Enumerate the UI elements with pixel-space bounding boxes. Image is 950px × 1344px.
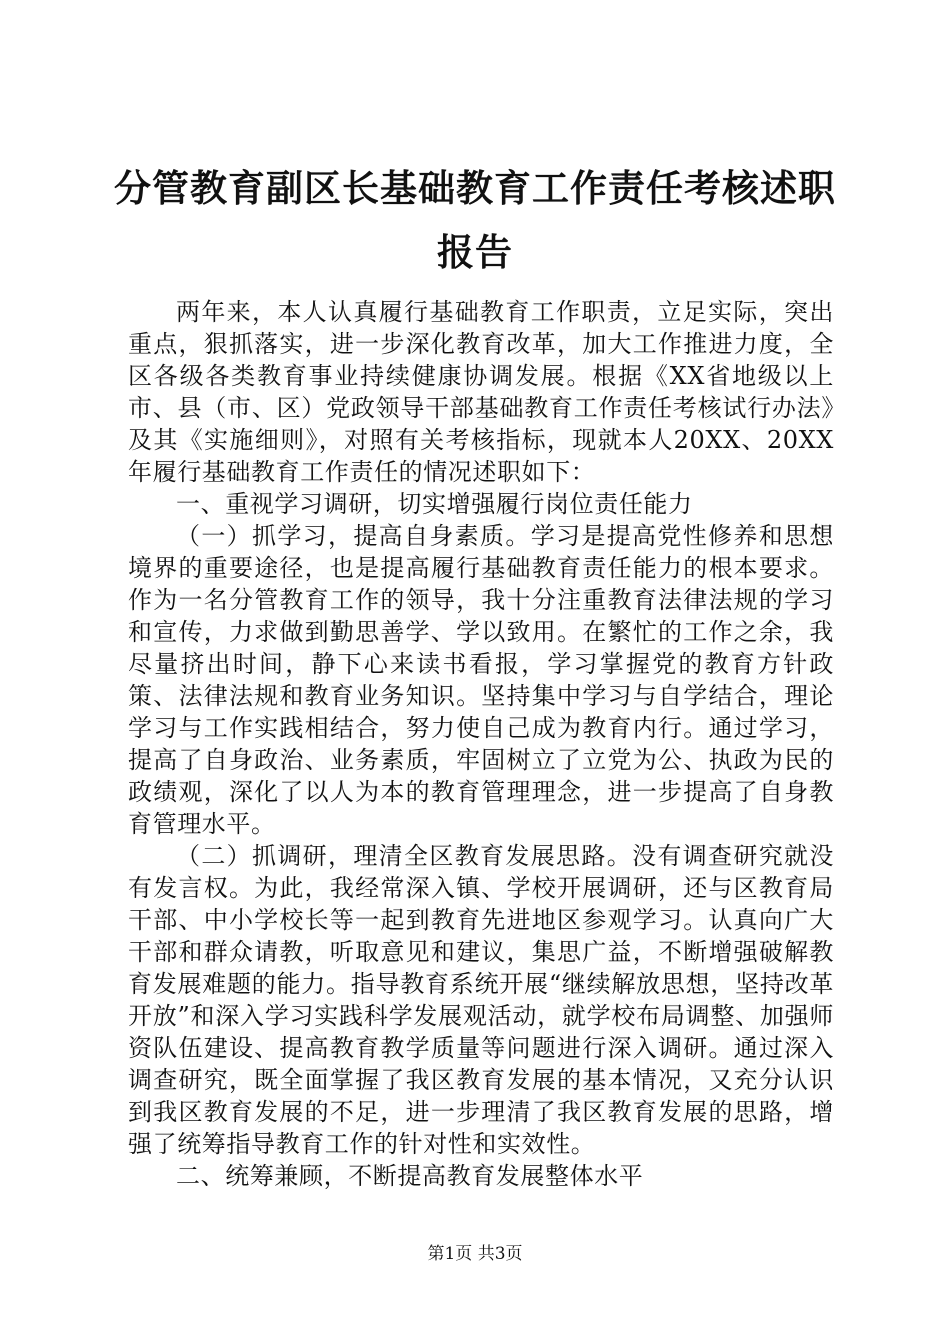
document-body [128, 296, 834, 1192]
intro-paragraph: 两年来，本人认真履行基础教育工作职责，立足实际，突出重点，狠抓落实，进一步深化教育改革，加大工作推进力度，全区各级各类教育事业持续健康协调发展。根据《XX省地级以上市、县（市、区）党政领导干部基础教育工作责任考核试行办法》及其《实施细则》，对照有关考核指标，现就本人20XX、20XX年履行基础教育工作责任的情况述职如下： [128, 298, 834, 486]
subsection-paragraph-2: （二）抓调研，理清全区教育发展思路。没有调查研究就没有发言权。为此，我经常深入镇、学校开展调研，还与区教育局干部、中小学校长等一起到教育先进地区参观学习。认真向广大干部和群众请教，听取意见和建议，集思广益，不断增强破解教育发展难题的能力。指导教育系统开展“继续解放思想，坚持改革开放”和深入学习实践科学发展观活动，就学校布局调整、加强师资队伍建设、提高教育教学质量等问题进行深入调研。通过深入调查研究，既全面掌握了我区教育发展的基本情况，又充分认识到我区教育发展的不足，进一步理清了我区教育发展的思路，增强了统筹指导教育工作的针对性和实效性。 [128, 842, 834, 1158]
subsection-paragraph-1: （一）抓学习，提高自身素质。学习是提高党性修养和思想境界的重要途径，也是提高履行基础教育责任能力的根本要求。作为一名分管教育工作的领导，我十分注重教育法律法规的学习和宣传，力求做到勤思善学、学以致用。在繁忙的工作之余，我尽量挤出时间，静下心来读书看报，学习掌握党的教育方针政策、法律法规和教育业务知识。坚持集中学习与自学结合，理论学习与工作实践相结合，努力使自己成为教育内行。通过学习，提高了自身政治、业务素质，牢固树立了立党为公、执政为民的政绩观，深化了以人为本的教育管理理念，进一步提高了自身教育管理水平。 [128, 522, 834, 838]
section-heading-2: 二、统筹兼顾，不断提高教育发展整体水平 [176, 1162, 644, 1190]
page-footer: 第1页 共3页 [427, 1244, 523, 1264]
section-heading-1: 一、重视学习调研，切实增强履行岗位责任能力 [176, 490, 693, 518]
document-title: 分管教育副区长基础教育工作责任考核述职报告 [114, 166, 836, 274]
